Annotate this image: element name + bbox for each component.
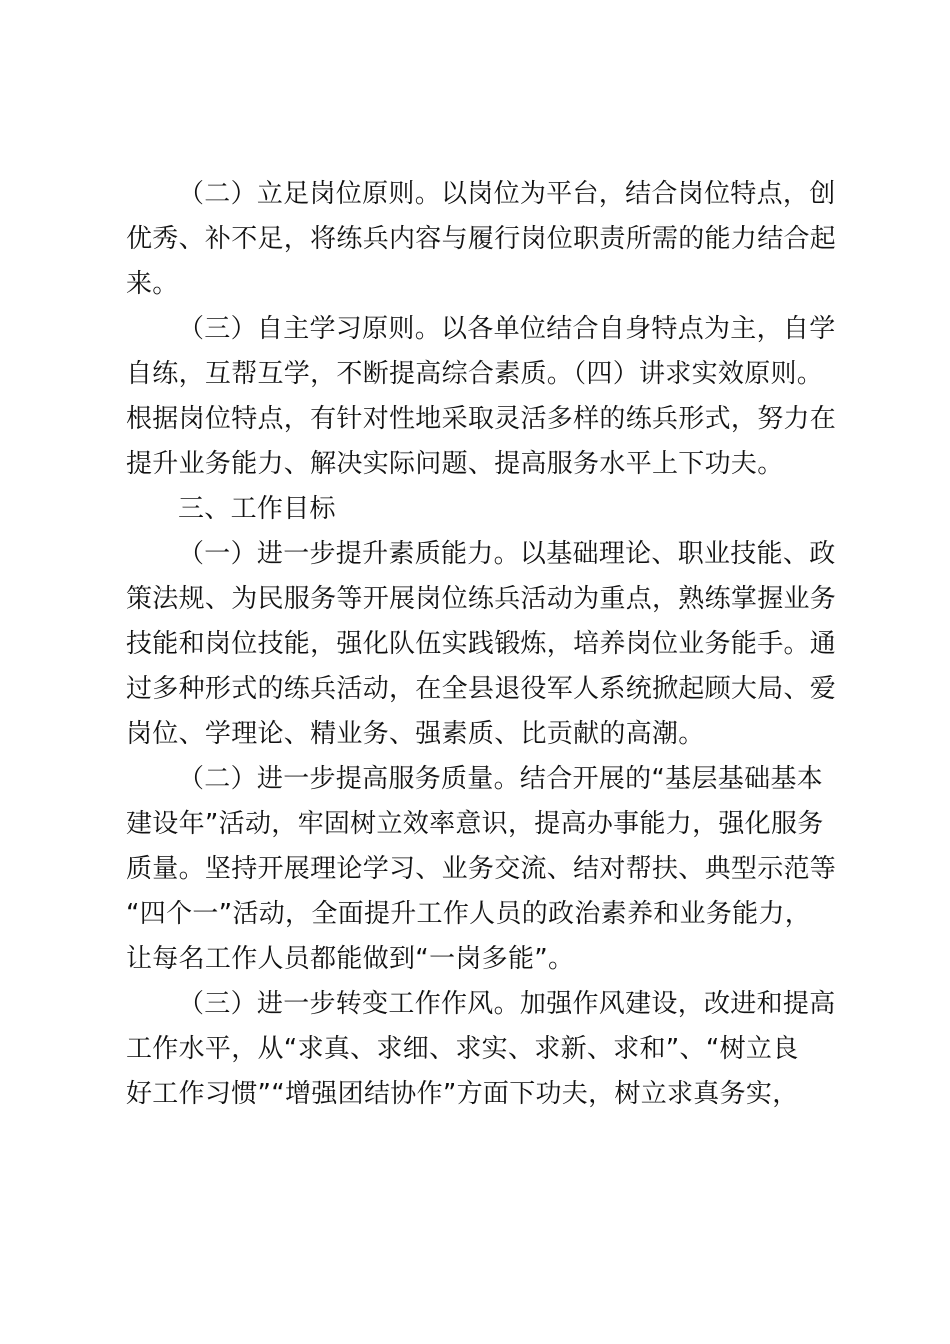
paragraph-line: （二）立足岗位原则。以岗位为平台，结合岗位特点，创 <box>178 179 836 209</box>
paragraph-line: 让每名工作人员都能做到“一岗多能”。 <box>126 944 575 974</box>
paragraph-line: 策法规、为民服务等开展岗位练兵活动为重点，熟练掌握业务 <box>126 584 837 614</box>
paragraph-line: 技能和岗位技能，强化队伍实践锻炼，培养岗位业务能手。通 <box>126 629 837 659</box>
paragraph-line: 工作水平，从“求真、求细、求实、求新、求和”、“树立良 <box>126 1034 799 1064</box>
paragraph-line: 根据岗位特点，有针对性地采取灵活多样的练兵形式，努力在 <box>126 404 837 434</box>
paragraph-line: “四个一”活动，全面提升工作人员的政治素养和业务能力， <box>126 899 812 929</box>
paragraph-line: 自练，互帮互学，不断提高综合素质。（四）讲求实效原则。 <box>126 359 824 389</box>
section-heading: 三、工作目标 <box>178 494 336 524</box>
paragraph-line: （三）进一步转变工作作风。加强作风建设，改进和提高 <box>178 989 836 1019</box>
paragraph-line: 提升业务能力、解决实际问题、提高服务水平上下功夫。 <box>126 449 784 479</box>
paragraph-line: 好工作习惯”“增强团结协作”方面下功夫，树立求真务实， <box>126 1079 799 1109</box>
paragraph-line: 建设年”活动，牢固树立效率意识，提高办事能力，强化服务 <box>126 809 824 839</box>
paragraph-line: 岗位、学理论、精业务、强素质、比贡献的高潮。 <box>126 719 705 749</box>
paragraph-line: （二）进一步提高服务质量。结合开展的“基层基础基本 <box>178 764 823 794</box>
paragraph-line: 过多种形式的练兵活动，在全县退役军人系统掀起顾大局、爱 <box>126 674 837 704</box>
paragraph-line: 优秀、补不足，将练兵内容与履行岗位职责所需的能力结合起 <box>126 224 837 254</box>
paragraph-line: 来。 <box>126 269 179 299</box>
paragraph-line: （一）进一步提升素质能力。以基础理论、职业技能、政 <box>178 539 836 569</box>
document-body <box>126 172 838 1117</box>
paragraph-line: （三）自主学习原则。以各单位结合自身特点为主，自学 <box>178 314 836 344</box>
paragraph-line: 质量。坚持开展理论学习、业务交流、结对帮扶、典型示范等 <box>126 854 837 884</box>
